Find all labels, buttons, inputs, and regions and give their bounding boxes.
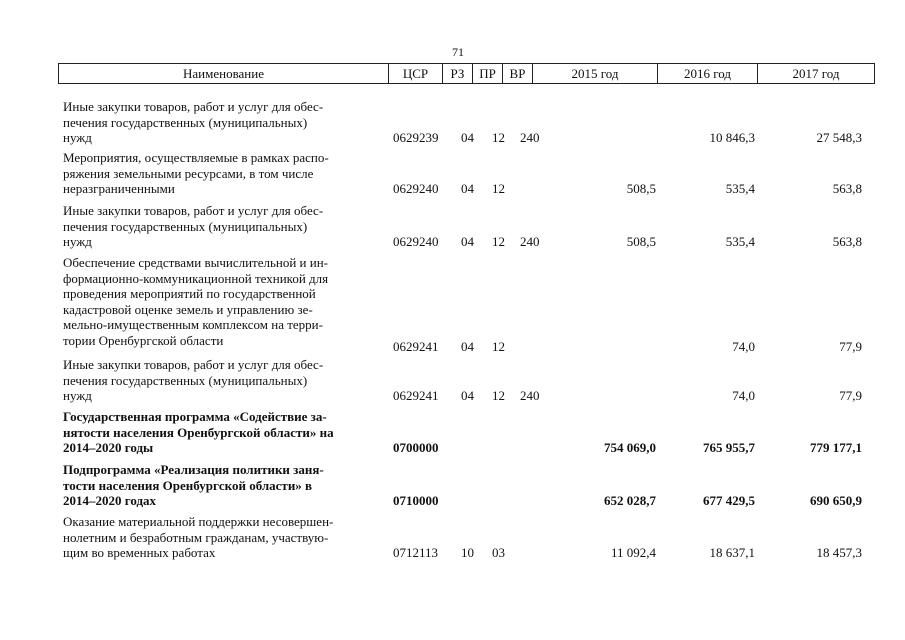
row-pr: 03 — [492, 545, 505, 560]
row-2016: 74,0 — [732, 388, 755, 403]
row-pr: 12 — [492, 130, 505, 145]
row-2016: 535,4 — [725, 181, 755, 196]
header-pr: ПР — [473, 64, 503, 83]
row-code: 0629240 — [393, 234, 439, 249]
row-2015: 754 069,0 — [604, 440, 656, 455]
row-2016: 677 429,5 — [703, 493, 755, 508]
page-number: 71 — [452, 45, 464, 59]
row-name: Подпрограмма «Реализация политики заня- тости населения Оренбургской области» в 2014–2020 годах — [63, 462, 324, 508]
row-rz: 04 — [461, 130, 474, 145]
row-2016: 74,0 — [732, 339, 755, 354]
row-2017: 77,9 — [839, 339, 862, 354]
row-code: 0710000 — [393, 493, 439, 508]
row-name: Иные закупки товаров, работ и услуг для обес- печения государственных (муниципальных) нужд — [63, 99, 324, 145]
row-2015: 11 092,4 — [610, 545, 656, 560]
row-vr: 240 — [520, 130, 540, 145]
row-2017: 27 548,3 — [816, 130, 862, 145]
row-rz: 04 — [461, 388, 474, 403]
row-2016: 765 955,7 — [703, 440, 755, 455]
row-pr: 12 — [492, 339, 505, 354]
row-code: 0700000 — [393, 440, 439, 455]
row-rz: 10 — [461, 545, 474, 560]
row-name: Государственная программа «Содействие за- нятости населения Оренбургской области» на 2014–2020 годы — [63, 409, 334, 455]
row-2016: 10 846,3 — [709, 130, 755, 145]
row-code: 0629239 — [393, 130, 439, 145]
row-2017: 563,8 — [832, 181, 862, 196]
row-name: Обеспечение средствами вычислительной и ин- формационно-коммуникационной техникой для проведения мероприятий по государственной кадастровой оценке земель и управлению зе- мельно-имущественным комплексом на терри- тории Оренбургской области — [63, 255, 329, 348]
row-vr: 240 — [520, 388, 540, 403]
header-vr: ВР — [503, 64, 533, 83]
row-2017: 563,8 — [832, 234, 862, 249]
row-2015: 508,5 — [626, 181, 656, 196]
row-2017: 18 457,3 — [816, 545, 862, 560]
row-code: 0712113 — [393, 545, 439, 560]
row-2017: 690 650,9 — [810, 493, 862, 508]
row-2016: 18 637,1 — [709, 545, 755, 560]
header-2017: 2017 год — [792, 66, 840, 81]
header-rz: РЗ — [443, 64, 473, 83]
row-name: Оказание материальной поддержки несовершен- нолетним и безработным гражданам, участвую- щим во временных работах — [63, 514, 334, 560]
row-2015: 508,5 — [626, 234, 656, 249]
row-rz: 04 — [461, 181, 474, 196]
row-2015: 652 028,7 — [604, 493, 656, 508]
row-name: Иные закупки товаров, работ и услуг для обес- печения государственных (муниципальных) нужд — [63, 203, 324, 249]
header-2016: 2016 год — [658, 64, 758, 83]
row-code: 0629241 — [393, 388, 439, 403]
row-2017: 77,9 — [839, 388, 862, 403]
header-csr: ЦСР — [389, 64, 443, 83]
row-name: Иные закупки товаров, работ и услуг для обес- печения государственных (муниципальных) нужд — [63, 357, 324, 403]
row-pr: 12 — [492, 388, 505, 403]
row-pr: 12 — [492, 234, 505, 249]
row-vr: 240 — [520, 234, 540, 249]
row-code: 0629240 — [393, 181, 439, 196]
row-2016: 535,4 — [725, 234, 755, 249]
header-name: Наименование — [59, 64, 389, 83]
header-2015: 2015 год — [533, 64, 658, 83]
row-2017: 779 177,1 — [810, 440, 862, 455]
table-header — [58, 63, 875, 84]
row-pr: 12 — [492, 181, 505, 196]
row-name: Мероприятия, осуществляемые в рамках распо- ряжения земельными ресурсами, в том числе неразграниченными — [63, 150, 329, 196]
row-rz: 04 — [461, 234, 474, 249]
row-code: 0629241 — [393, 339, 439, 354]
row-rz: 04 — [461, 339, 474, 354]
